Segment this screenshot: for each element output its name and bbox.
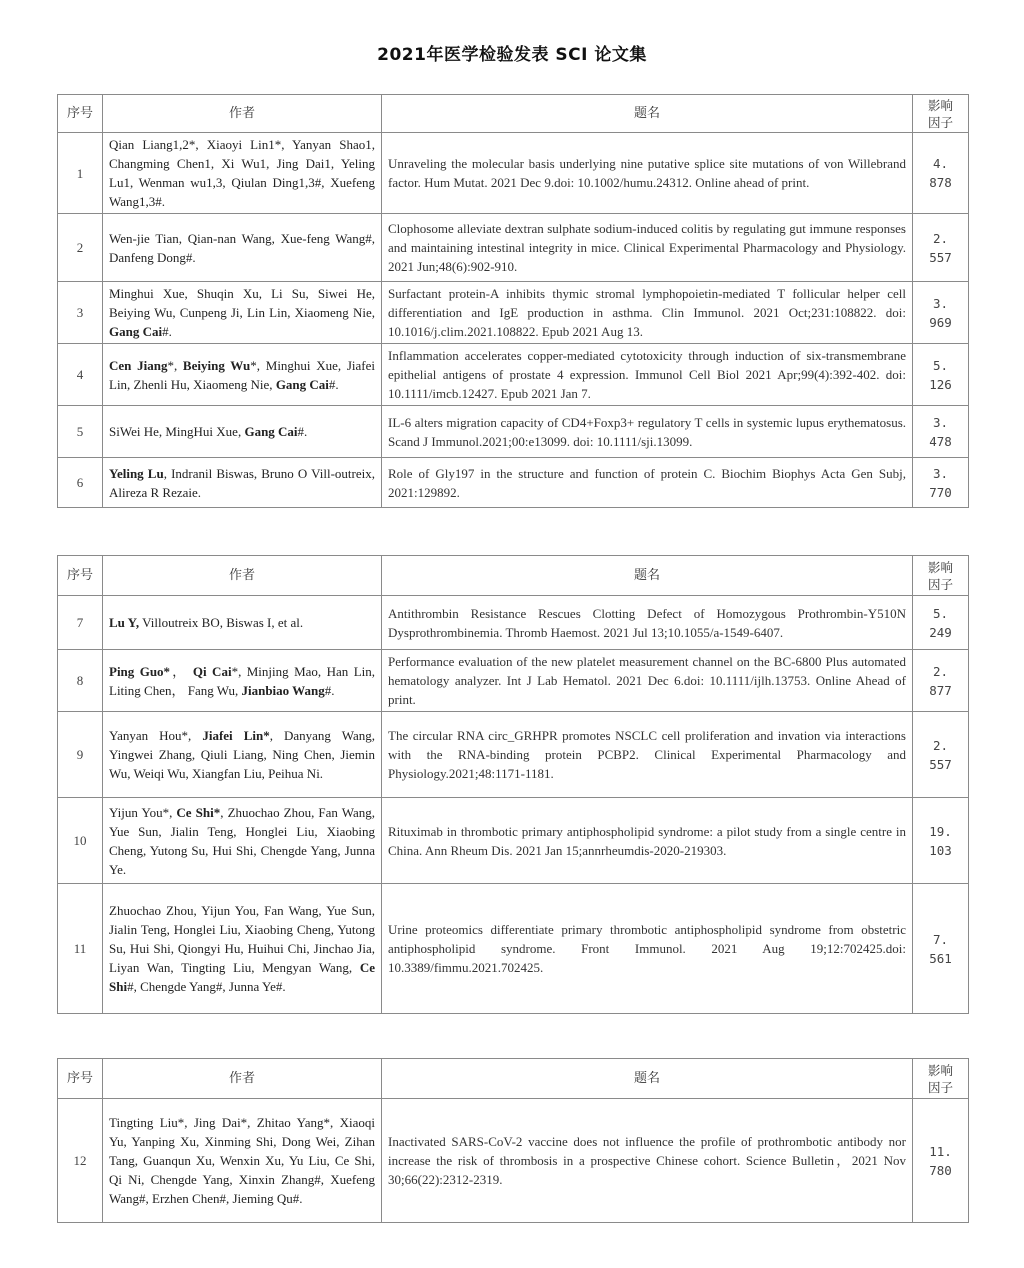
header-paper: 题名 [382,95,913,133]
author-text: Zhuochao Zhou, Yijun You, Fan Wang, Yue Sun, Jialin Teng, Honglei Liu, Xiaobing Cheng, Yutong Su, Hui Shi, Qiongyi Hu, Huihui Chi, Jinchao Jia, Liyan Wan, Tingting Liu, Mengyan Wang, [109,903,375,975]
paper-title-cell: Performance evaluation of the new platelet measurement channel on the BC-6800 Plus automated hematology analyzer. Int J Lab Hematol. 2021 Dec 6.doi: 10.1111/ijlh.13753. Online Ahead of print. [382,650,913,712]
authors-cell [103,884,382,1014]
author-text: , Zhuochao Zhou, Fan Wang, Yue Sun, Jialin Teng, Honglei Liu, Xiaobing Cheng, Yutong Su, Hui Shi, Chengde Yang, Junna Ye. [109,804,376,877]
row-number: 2 [58,214,103,282]
author-highlighted: Cen Jiang [109,357,168,373]
author-text: *, Minghui Xue, Jiafei Lin, Zhenli Hu, Xiaomeng Nie, [109,357,376,392]
author-text: #. [328,376,339,392]
table-row [58,798,969,884]
author-text: Yijun You*, [109,804,177,820]
header-impact: 影响 因子 [913,1059,969,1099]
author-text: #. [297,424,308,439]
paper-title-cell: Rituximab in thrombotic primary antiphospholipid syndrome: a pilot study from a single centre in China. Ann Rheum Dis. 2021 Jan 15;annrheumdis-2020-219303. [382,798,913,884]
row-number: 3 [58,282,103,344]
paper-title-cell: Urine proteomics differentiate primary thrombotic antiphospholipid syndrome from obstetric antiphospholipid syndrome. Front Immunol. 2021 Aug 19;12:702425.doi: 10.3389/fimmu.2021.702425. [382,884,913,1014]
row-number: 8 [58,650,103,712]
row-number: 12 [58,1099,103,1223]
paper-title-cell: Inflammation accelerates copper-mediated cytotoxicity through induction of six-transmembrane epithelial antigens of prostate 4 expression. Immunol Cell Biol 2021 Apr;99(4):392-402. doi: 10.1111/imcb.12427. Epub 2021 Jan 7. [382,344,913,406]
table-row [58,133,969,214]
author-text: , Danyang Wang, Yingwei Zhang, Qiuli Liang, Ning Chen, Jiemin Wu, Weiqi Wu, Xiangfan Liu, Peihua Ni. [109,728,375,781]
author-text: Qian Liang1,2*, Xiaoyi Lin1*, Yanyan Shao1, Changming Chen1, Xi Wu1, Jing Dai1, Yeling Lu1, Wenman wu1,3, Qiulan Ding1,3#, Xuefeng Wang1,3#. [109,137,375,209]
table-row [58,1099,969,1223]
impact-factor-cell: 2. 877 [913,650,969,712]
impact-factor-cell: 2. 557 [913,214,969,282]
header-paper: 题名 [382,1059,913,1099]
authors-cell [103,406,382,458]
author-highlighted: Qi Cai [192,663,232,679]
author-text: #. [162,324,172,339]
row-number: 9 [58,712,103,798]
table-row [58,458,969,508]
impact-factor-cell: 3. 478 [913,406,969,458]
author-highlighted: Yeling Lu [109,465,164,481]
impact-factor-cell: 5. 126 [913,344,969,406]
authors-cell [103,798,382,884]
page-title: 2021年医学检验发表 SCI 论文集 [377,45,647,65]
authors-cell [103,282,382,344]
table-row [58,884,969,1014]
author-text: #, Chengde Yang#, Junna Ye#. [127,979,286,994]
authors-cell [103,596,382,650]
impact-factor-cell: 4. 878 [913,133,969,214]
table-row [58,406,969,458]
table-row [58,650,969,712]
row-number: 1 [58,133,103,214]
authors-cell [103,458,382,508]
header-paper: 题名 [382,556,913,596]
row-number: 6 [58,458,103,508]
author-text: Minghui Xue, Shuqin Xu, Li Su, Siwei He, Beiying Wu, Cunpeng Ji, Lin Lin, Xiaomeng Nie, [109,286,375,320]
header-no: 序号 [58,95,103,133]
author-highlighted: Beiying Wu [182,357,251,373]
impact-factor-cell: 2. 557 [913,712,969,798]
impact-factor-cell: 7. 561 [913,884,969,1014]
paper-title-cell: Surfactant protein-A inhibits thymic stromal lymphopoietin-mediated T follicular helper cell differentiation and IgE production in asthma. Clin Immunol. 2021 Oct;231:108822. doi: 10.1016/j.clim.2021.108822. Epub 2021 Aug 13. [382,282,913,344]
header-impact: 影响 因子 [913,556,969,596]
row-number: 11 [58,884,103,1014]
table-row [58,214,969,282]
publication-table-2 [57,555,969,1014]
header-authors: 作者 [103,1059,382,1099]
author-text: ， [170,663,193,679]
row-number: 5 [58,406,103,458]
row-number: 10 [58,798,103,884]
impact-factor-cell: 5. 249 [913,596,969,650]
author-text: Yanyan Hou*, [109,728,203,743]
author-highlighted: Gang Cai [244,424,298,439]
header-no: 序号 [58,556,103,596]
paper-title-cell: Clophosome alleviate dextran sulphate sodium-induced colitis by regulating gut immune responses and maintaining intestinal integrity in mice. Clinical Experimental Pharmacology and Physiology. 2021 Jun;48(6):902-910. [382,214,913,282]
row-number: 7 [58,596,103,650]
paper-title-cell: Antithrombin Resistance Rescues Clotting Defect of Homozygous Prothrombin-Y510N Dysprothrombinemia. Thromb Haemost. 2021 Jul 13;10.1055/a-1549-6407. [382,596,913,650]
table-row [58,282,969,344]
table-row [58,712,969,798]
author-highlighted: Jianbiao Wang [241,682,325,698]
author-text: #. [324,682,335,698]
paper-title-cell: The circular RNA circ_GRHPR promotes NSCLC cell proliferation and invation via interactions with the RNA-binding protein PCBP2. Clinical Experimental Pharmacology and Physiology.2021;48:1171-1181. [382,712,913,798]
header-authors: 作者 [103,95,382,133]
author-highlighted: Ce Shi [109,960,375,994]
impact-factor-cell: 11. 780 [913,1099,969,1223]
header-authors: 作者 [103,556,382,596]
impact-factor-cell: 3. 770 [913,458,969,508]
authors-cell [103,650,382,712]
author-text: Wen-jie Tian, Qian-nan Wang, Xue-feng Wang#, Danfeng Dong#. [109,230,375,265]
paper-title-cell: IL-6 alters migration capacity of CD4+Foxp3+ regulatory T cells in systemic lupus erythematosus. Scand J Immunol.2021;00:e13099. doi: 10.1111/sji.13099. [382,406,913,458]
author-highlighted: Ce Shi* [176,804,221,820]
impact-factor-cell: 3. 969 [913,282,969,344]
header-no: 序号 [58,1059,103,1099]
authors-cell [103,344,382,406]
author-highlighted: Jiafei Lin* [202,728,270,743]
table-row [58,596,969,650]
author-text: Tingting Liu*, Jing Dai*, Zhitao Yang*, Xiaoqi Yu, Yanping Xu, Xinming Shi, Dong Wei, Zihan Tang, Guanqun Xu, Wenxin Xu, Yu Liu, Ce Shi, Qi Ni, Chengde Yang, Xinxin Zhang#, Xuefeng Wang#, Erzhen Chen#, Jieming Qu#. [109,1115,375,1206]
authors-cell [103,214,382,282]
row-number: 4 [58,344,103,406]
author-text: , Indranil Biswas, Bruno O Vill-outreix, Alireza R Rezaie. [109,465,375,500]
authors-cell [103,712,382,798]
publication-table-1 [57,94,969,508]
paper-title-cell: Inactivated SARS-CoV-2 vaccine does not influence the profile of prothrombotic antibody nor increase the risk of thrombosis in a prospective Chinese cohort. Science Bulletin，2021 Nov 30;66(22):2312-2319. [382,1099,913,1223]
author-highlighted: Ping Guo* [109,663,171,679]
authors-cell [103,1099,382,1223]
author-text: *, [167,357,183,373]
author-highlighted: Gang Cai [109,324,163,339]
paper-title-cell: Unraveling the molecular basis underlying nine putative splice site mutations of von Willebrand factor. Hum Mutat. 2021 Dec 9.doi: 10.1002/humu.24312. Online ahead of print. [382,133,913,214]
author-text: Villoutreix BO, Biswas I, et al. [139,615,304,630]
author-highlighted: Lu Y, [109,615,140,630]
author-text: SiWei He, MingHui Xue, [109,424,245,439]
paper-title-cell: Role of Gly197 in the structure and function of protein C. Biochim Biophys Acta Gen Subj, 2021:129892. [382,458,913,508]
authors-cell [103,133,382,214]
publication-table-3 [57,1058,969,1223]
impact-factor-cell: 19. 103 [913,798,969,884]
author-text: *, Minjing Mao, Han Lin, Liting Chen， Fang Wu, [109,663,375,698]
table-row [58,344,969,406]
author-highlighted: Gang Cai [275,376,329,392]
header-impact: 影响 因子 [913,95,969,133]
